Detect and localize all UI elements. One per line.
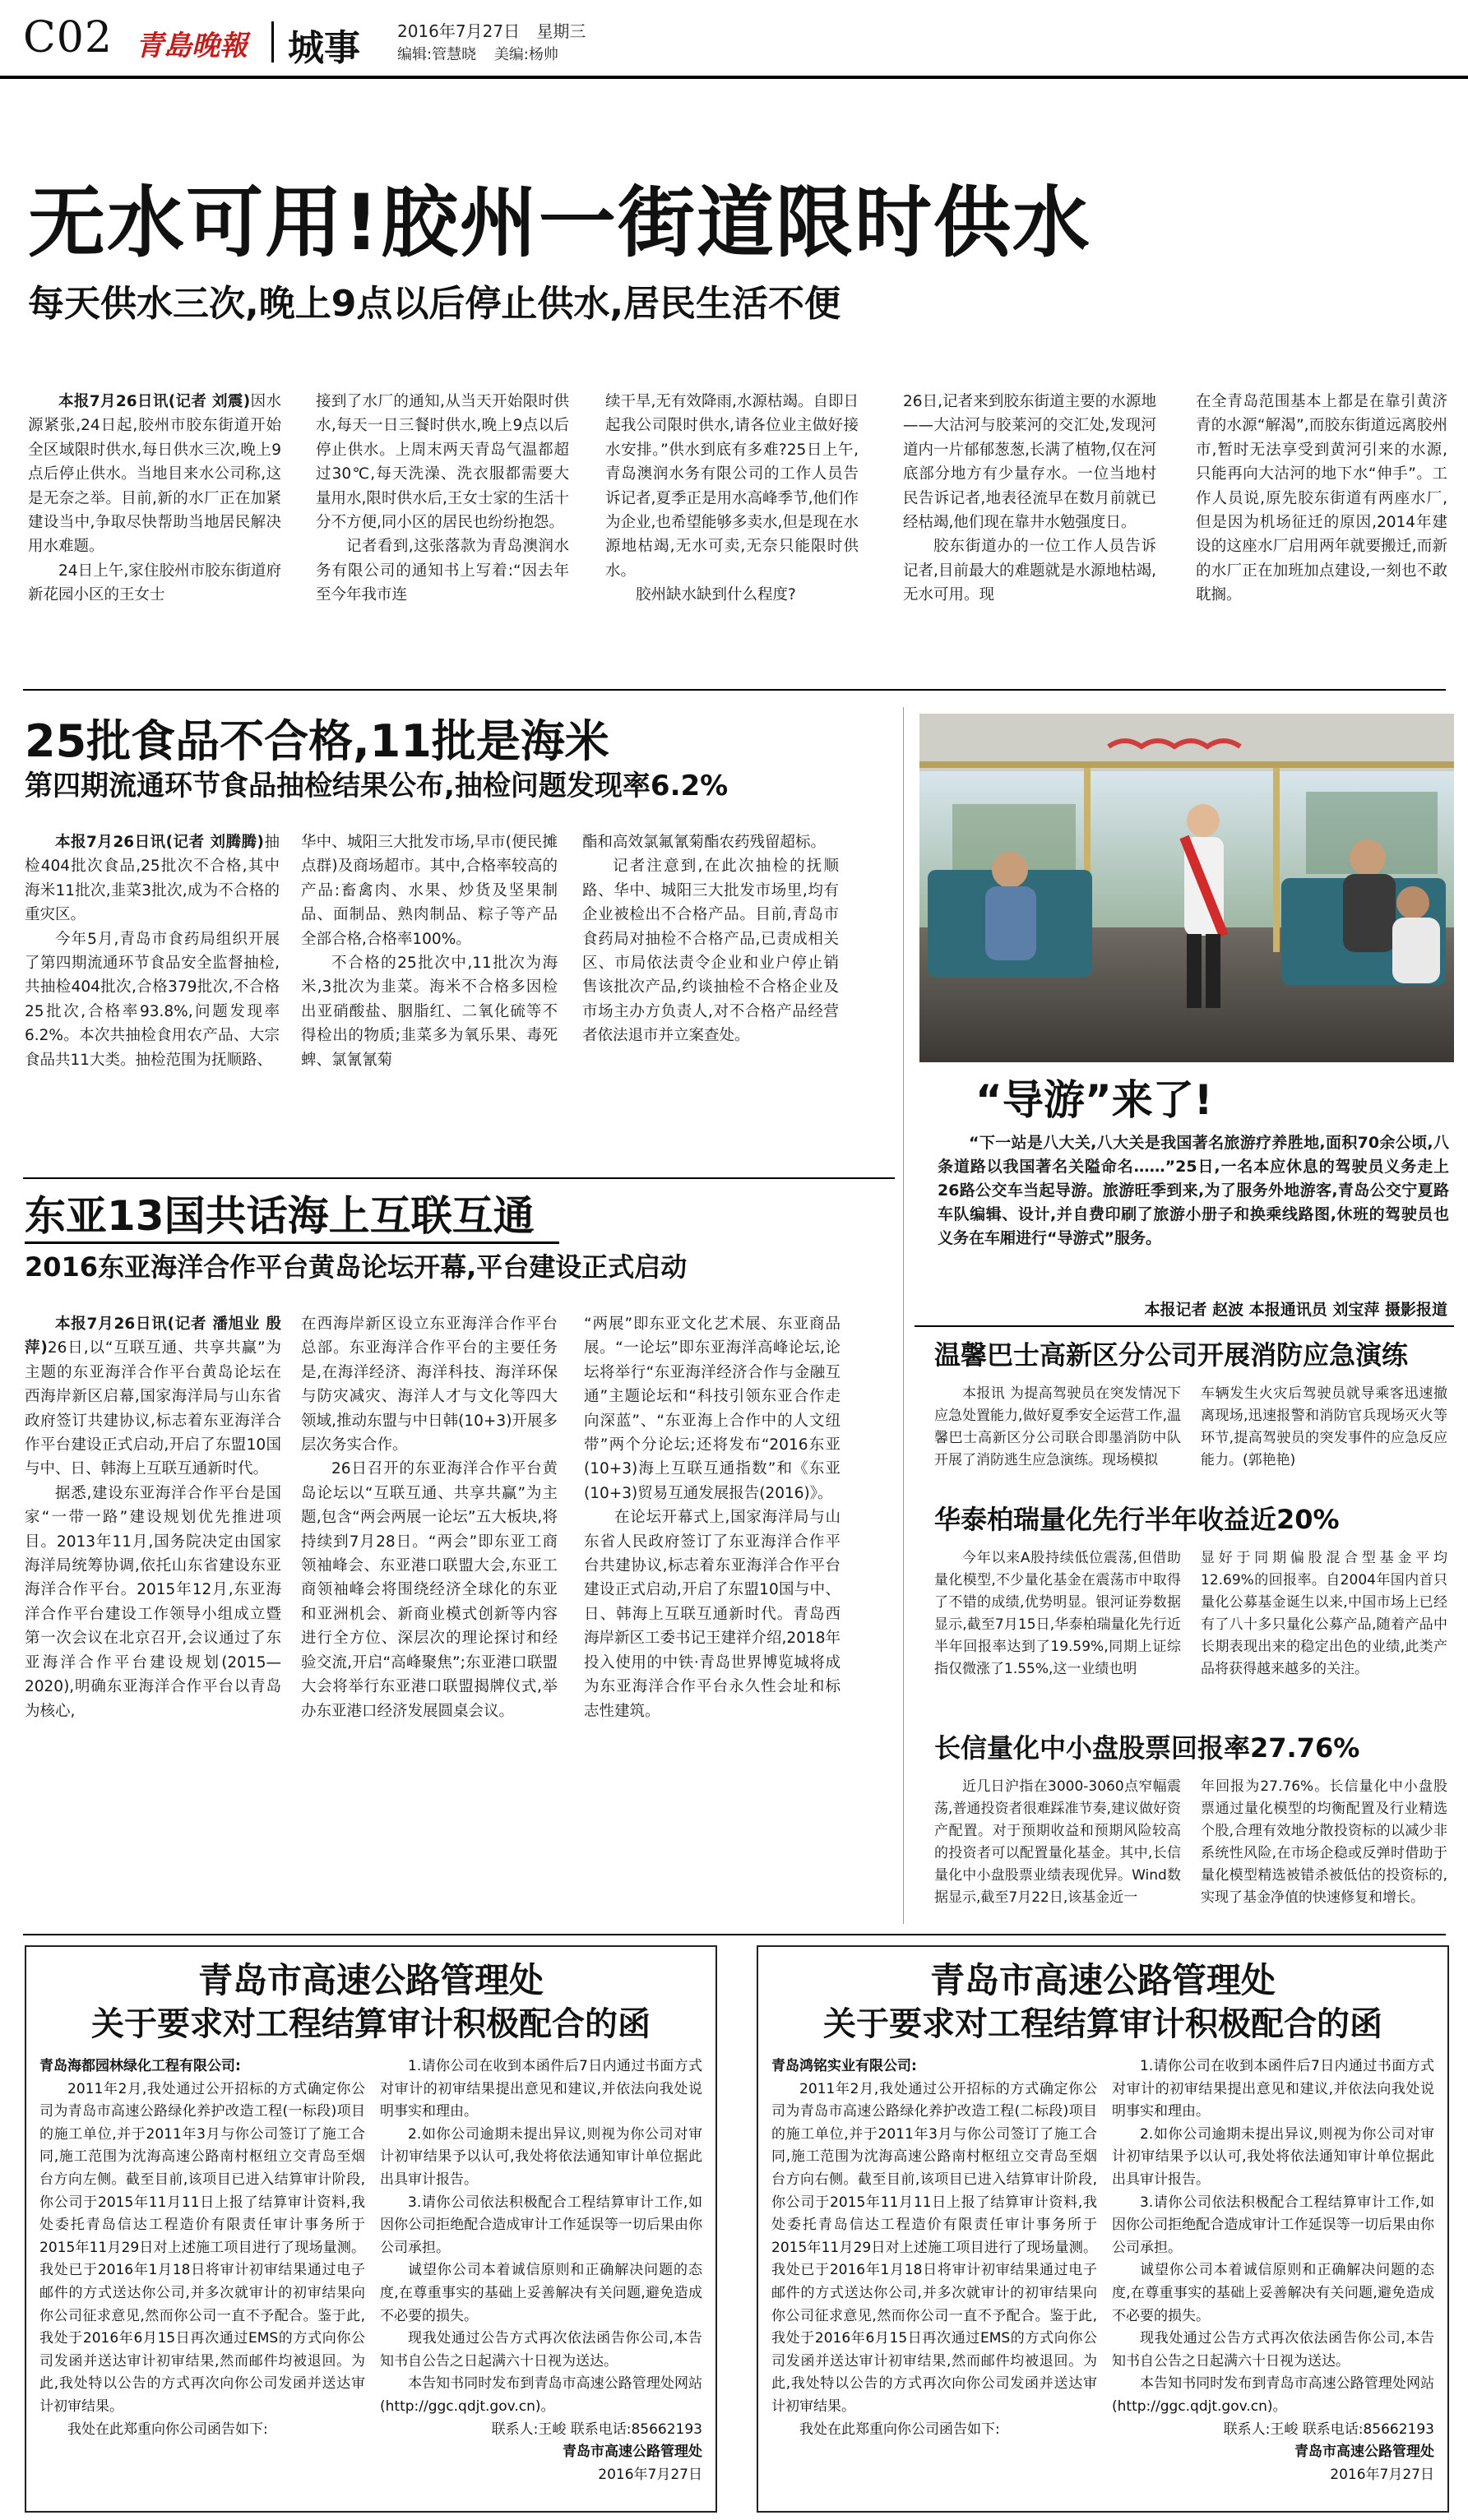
story3-dateline: 本报7月26日讯(记者 潘旭业 殷萍) [25, 1315, 281, 1357]
brief1-col-2: 车辆发生火灾后驾驶员就导乘客迅速撤离现场,迅速报警和消防官兵现场灭火等环节,提高驾驶员的突发事件的应急反应能力。(郭艳艳) [1201, 1385, 1447, 1468]
brief3-col-1: 近几日沪指在3000-3060点窄幅震荡,普通投资者很难踩准节奏,建议做好资产配置。对于预期收益和预期风险较高的投资者可以配置量化基金。其中,长信量化中小盘股票业绩表现优异。Wind数据显示,截至7月22日,该基金近一 [934, 1778, 1181, 1906]
weekday-text: 星期三 [536, 21, 586, 41]
page-code: C02 [23, 13, 113, 62]
brief1-col-1: 本报讯 为提高驾驶员在突发情况下应急处置能力,做好夏季安全运营工作,温馨巴士高新区分公司联合即墨消防中队开展了消防逃生应急演练。现场模拟 [934, 1385, 1181, 1468]
story3-col-2: 在西海岸新区设立东亚海洋合作平台总部。东亚海洋合作平台的主要任务是,在海洋经济、海洋科技、海洋环保与防灾减灾、海洋人才与文化等四大领域,推动东盟与中日韩(10+3)开展多层次务实合作。 26日召开的东亚海洋合作平台黄岛论坛以“互联互通、共享共赢”为主题,包含“两会两展一论坛”五大板块,将持续到7月28日。“两会”即东亚工商领袖峰会、东亚港口联盟大会,东亚工商领袖峰会将围绕经济全球化的东亚和亚洲机会、新商业模式创新等内容进行全方位、深层次的理论探讨和经验交流,开启“高峰聚焦”;东亚港口联盟大会将举行东亚港口联盟揭牌仪式,举办东亚港口经济发展圆桌会议。 [301, 1315, 558, 1720]
editor-line [397, 43, 558, 64]
story1-col-3: 续干旱,无有效降雨,水源枯竭。自即日起我公司限时供水,请各位业主做好接水安排。”供水到底有多难?25日上午,青岛澳润水务有限公司的工作人员告诉记者,夏季正是用水高峰季节,他们作为企业,也希望能够多卖水,但是现在水源地枯竭,无水可卖,无奈只能限时供水。 胶州缺水缺到什么程度? [605, 393, 859, 604]
story1-col-4: 26日,记者来到胶东街道主要的水源地——大沽河与胶莱河的交汇处,发现河道内一片郁郁葱葱,长满了植物,仅在河底部分地方有少量存水。一位当地村民告诉记者,地表径流早在数月前就已经枯竭,他们现在靠井水勉强度日。 胶东街道办的一位工作人员告诉记者,目前最大的难题就是水源地枯竭,无水可用。现 [903, 393, 1156, 604]
brief2-col-2: 显好于同期偏股混合型基金平均12.69%的回报率。自2004年国内首只量化公募基金诞生以来,中国市场上已经有了八十多只量化公募产品,随着产品中长期表现出来的稳定出色的业绩,此类产品将获得越来越多的关注。 [1201, 1550, 1447, 1677]
vertical-column-rule [903, 707, 904, 1924]
ad2-col-1: 青岛鸿铭实业有限公司: 2011年2月,我处通过公开招标的方式确定你公司为青岛市高速公路绿化养护改造工程(二标段)项目的施工单位,并于2011年3月与你公司签订了施工合同,施工范围为沈海高速公路南村枢纽立交青岛至烟台方向右侧。截至目前,该项目已进入结算审计阶段,你公司于2015年11月11日上报了结算审计资料,我处委托青岛信达工程造价有限责任审计事务所于2015年11月29日对上述施工项目进行了现场量测。我处已于2016年1月18日将审计初审结果通过电子邮件的方式送达你公司,并多次就审计的初审结果向你公司征求意见,然而你公司一直不予配合。鉴于此,我处于2016年6月15日再次通过EMS的方式向你公司发函并送达审计初审结果,然而邮件均被退回。为此,我处特以公告的方式再次向你公司发函并送达审计初审结果。 我处在此郑重向你公司函告如下: [771, 2058, 1097, 2438]
story3-col-1: 本报7月26日讯(记者 潘旭业 殷萍)26日,以“互联互通、共享共赢”为主题的东亚海洋合作平台黄岛论坛在西海岸新区启幕,国家海洋局与山东省政府签订共建协议,标志着东亚海洋合作平台建设正式启动,开启了东盟10国与中、日、韩海上互联互通新时代。 据悉,建设东亚海洋合作平台是国家“一带一路”建设规划优先推进项目。2013年11月,国务院决定由国家海洋局统筹协调,依托山东省建设东亚海洋合作平台。2015年12月,东亚海洋合作平台建设工作领导小组成立暨第一次会议在北京召开,会议通过了东亚海洋合作平台建设规划(2015—2020),明确东亚海洋合作平台以青岛为核心, [25, 1315, 281, 1720]
photo-story-headline: “导游”来了! [975, 1076, 1213, 1124]
paper-logo: 青島晚報 [136, 30, 248, 62]
story2-bottom-rule [23, 1177, 895, 1179]
ad1-title: 关于要求对工程结算审计积极配合的函 [91, 2005, 651, 2043]
story1-col-2: 接到了水厂的通知,从当天开始限时供水,每天一日三餐时供水,晚上9点以后停止供水。上周末两天青岛气温都超过30℃,每天洗澡、洗衣服都需要大量用水,限时供水后,王女士家的生活十分不方便,同小区的居民也纷纷抱怨。 记者看到,这张落款为青岛澳润水务有限公司的通知书上写着:“因去年至今年我市连 [316, 393, 569, 604]
story1-col-1: 本报7月26日讯(记者 刘震)因水源紧张,24日起,胶州市胶东街道开始全区域限时供水,每日供水三次,晚上9点后停止供水。当地目来水公司称,这是无奈之举。目前,新的水厂正在加紧建设当中,争取尽快帮助当地居民解决用水难题。 24日上午,家住胶州市胶东街道府新花园小区的王女士 [28, 393, 281, 604]
story2-headline: 25批食品不合格,11批是海米 [25, 715, 609, 767]
ads-top-rule [23, 1934, 1446, 1935]
story2-col-1: 本报7月26日讯(记者 刘腾腾)抽检404批次食品,25批次不合格,其中海米11批次,韭菜3批次,成为不合格的重灾区。 今年5月,青岛市食药局组织开展了第四期流通环节食品安全监督抽检,共抽检404批次,合格379批次,不合格25批次,合格率93.8%,问题发现率6.2%。本次共抽检食用农产品、大宗食品共11大类。抽检范围为抚顺路、 [25, 834, 280, 1069]
ad1-col-1: 青岛海都园林绿化工程有限公司: 2011年2月,我处通过公开招标的方式确定你公司为青岛市高速公路绿化养护改造工程(一标段)项目的施工单位,并于2011年3月与你公司签订了施工合同,施工范围为沈海高速公路南村枢纽立交青岛至烟台方向左侧。截至目前,该项目已进入结算审计阶段,你公司于2015年11月11日上报了结算审计资料,我处委托青岛信达工程造价有限责任审计事务所于2015年11月29日对上述施工项目进行了现场量测。我处已于2016年1月18日将审计初审结果通过电子邮件的方式送达你公司,并多次就审计的初审结果向你公司征求意见,然而你公司一直不予配合。鉴于此,我处于2016年6月15日再次通过EMS的方式向你公司发函并送达审计初审结果,然而邮件均被退回。为此,我处特以公告的方式再次向你公司发函并送达审计初审结果。 我处在此郑重向你公司函告如下: [39, 2058, 365, 2438]
story1-bottom-rule [23, 689, 1446, 691]
brief3-col-2: 年回报为27.76%。长信量化中小盘股票通过量化模型的均衡配置及行业精选个股,合理有效地分散投资标的以减少非系统性风险,在市场企稳或反弹时借助于量化模型精选被错杀被低估的投资标的,实现了基金净值的快速修复和增长。 [1201, 1778, 1447, 1906]
masthead [0, 0, 1468, 76]
story2-subheadline: 第四期流通环节食品抽检结果公布,抽检问题发现率6.2% [25, 770, 729, 802]
story1-subheadline: 每天供水三次,晚上9点以后停止供水,居民生活不便 [28, 283, 841, 325]
ad-notice-1 [25, 1945, 717, 2513]
story3-col-3: “两展”即东亚文化艺术展、东亚商品展。“一论坛”即东亚海洋高峰论坛,论坛将举行“东亚海洋经济合作与金融互通”主题论坛和“科技引领东亚合作走向深蓝”、“东亚海上合作中的人文纽带”两个分论坛;还将发布“2016东亚(10+3)海上互联互通指数”和《东亚(10+3)贸易互通发展报告(2016)》。 在论坛开幕式上,国家海洋局与山东省人民政府签订了东亚海洋合作平台共建协议,标志着东亚海洋合作平台建设正式启动,开启了东盟10国与中、日、韩海上互联互通新时代。青岛西海岸新区工委书记王建祥介绍,2018年投入使用的中铁·青岛世界博览城将成为东亚海洋合作平台永久性会址和标志性建筑。 [584, 1315, 841, 1720]
ad1-org: 青岛市高速公路管理处 [197, 1960, 544, 2000]
ad1-col-2: 1.请你公司在收到本函件后7日内通过书面方式对审计的初审结果提出意见和建议,并依法向我处说明事实和理由。 2.如你公司逾期未提出异议,则视为你公司对审计初审结果予以认可,我处将依法通知审计单位据此出具审计报告。 3.请你公司依法积极配合工程结算审计工作,如因你公司拒绝配合造成审计工作延误等一切后果由你公司承担。 诚望你公司本着诚信原则和正确解决问题的态度,在尊重事实的基础上妥善解决有关问题,避免造成不必要的损失。 现我处通过公告方式再次依法函告你公司,本告知书自公告之日起满六十日视为送达。 本告知书同时发布到青岛市高速公路管理处网站(http://ggc.qdjt.gov.cn)。 联系人:王峻 联系电话:85662193 青岛市高速公路管理处 2016年7月27日 [380, 2058, 702, 2483]
story2-dateline: 本报7月26日讯(记者 刘腾腾) [55, 834, 264, 851]
photo-story-caption: “下一站是八大关,八大关是我国著名旅游疗养胜地,面积70余公顷,八条道路以我国著名关隘命名……”25日,一名本应休息的驾驶员义务走上26路公交车当起导游。旅游旺季到来,为了服务外地游客,青岛公交宁夏路车队编辑、设计,并自费印刷了旅游小册子和换乘线路图,休班的驾驶员也义务在车厢进行“导游式”服务。 [938, 1134, 1449, 1247]
ad2-org: 青岛市高速公路管理处 [929, 1960, 1276, 2000]
date-text: 2016年7月27日 [397, 21, 521, 41]
photo-story-bottom-rule [915, 1325, 1454, 1327]
masthead-rule [0, 76, 1468, 79]
story1-dateline: 本报7月26日讯(记者 刘震) [58, 393, 251, 410]
bus-guide-photo [919, 714, 1454, 1062]
ad-notice-2 [757, 1945, 1449, 2513]
brief1-headline: 温馨巴士高新区分公司开展消防应急演练 [934, 1339, 1409, 1371]
story3-headline: 东亚13国共话海上互联互通 [25, 1192, 535, 1240]
masthead-divider [271, 21, 274, 62]
story2-col-3: 酯和高效氯氟氰菊酯农药残留超标。 记者注意到,在此次抽检的抚顺路、华中、城阳三大批发市场里,均有企业被检出不合格产品。目前,青岛市食药局对抽检不合格产品,已责成相关区、市局依法责令企业和业户停止销售该批次产品,约谈抽检不合格企业及市场主办方负责人,对不合格产品经营者依法退市并立案查处。 [582, 834, 839, 1045]
photo-story-credit: 本报记者 赵波 本报通讯员 刘宝萍 摄影报道 [1144, 1301, 1447, 1319]
bus-interior-illustration [919, 714, 1454, 1062]
designer-text: 美编:杨帅 [493, 46, 558, 63]
issue-date [397, 18, 586, 42]
brief3-headline: 长信量化中小盘股票回报率27.76% [934, 1732, 1360, 1764]
editor-text: 编辑:管慧晓 [397, 46, 477, 63]
section-name: 城事 [288, 27, 360, 69]
ad2-title: 关于要求对工程结算审计积极配合的函 [823, 2005, 1382, 2043]
story3-headline-underline [25, 1242, 559, 1244]
brief2-headline: 华泰柏瑞量化先行半年收益近20% [934, 1504, 1340, 1535]
ad2-col-2: 1.请你公司在收到本函件后7日内通过书面方式对审计的初审结果提出意见和建议,并依法向我处说明事实和理由。 2.如你公司逾期未提出异议,则视为你公司对审计初审结果予以认可,我处将依法通知审计单位据此出具审计报告。 3.请你公司依法积极配合工程结算审计工作,如因你公司拒绝配合造成审计工作延误等一切后果由你公司承担。 诚望你公司本着诚信原则和正确解决问题的态度,在尊重事实的基础上妥善解决有关问题,避免造成不必要的损失。 现我处通过公告方式再次依法函告你公司,本告知书自公告之日起满六十日视为送达。 本告知书同时发布到青岛市高速公路管理处网站(http://ggc.qdjt.gov.cn)。 联系人:王峻 联系电话:85662193 青岛市高速公路管理处 2016年7月27日 [1112, 2058, 1434, 2483]
story1-headline: 无水可用!胶州一街道限时供水 [28, 178, 1091, 268]
story1-col-5: 在全青岛范围基本上都是在靠引黄济青的水源“解渴”,而胶东街道远离胶州市,暂时无法享受到黄河引来的水源,只能再向大沽河的地下水“伸手”。工作人员说,原先胶东街道有两座水厂,但是因为机场征迁的原因,2014年建设的这座水厂启用两年就要搬迁,而新的水厂正在加班加点建设,一刻也不敢耽搁。 [1196, 393, 1447, 604]
brief2-col-1: 今年以来A股持续低位震荡,但借助量化模型,不少量化基金在震荡市中取得了不错的成绩,优势明显。银河证券数据显示,截至7月15日,华泰柏瑞量化先行近半年回报率达到了19.59%,同期上证综指仅微涨了1.55%,这一业绩也明 [934, 1550, 1181, 1677]
story2-col-2: 华中、城阳三大批发市场,早市(便民摊点群)及商场超市。其中,合格率较高的产品:畜禽肉、水果、炒货及坚果制品、面制品、熟肉制品、粽子等产品全部合格,合格率100%。 不合格的25批次中,11批次为海米,3批次为韭菜。海米不合格多因检出亚硝酸盐、胭脂红、二氧化硫等不得检出的物质;韭菜多为氧乐果、毒死蜱、氯氰氰菊 [301, 834, 558, 1069]
story3-subheadline: 2016东亚海洋合作平台黄岛论坛开幕,平台建设正式启动 [25, 1251, 688, 1283]
